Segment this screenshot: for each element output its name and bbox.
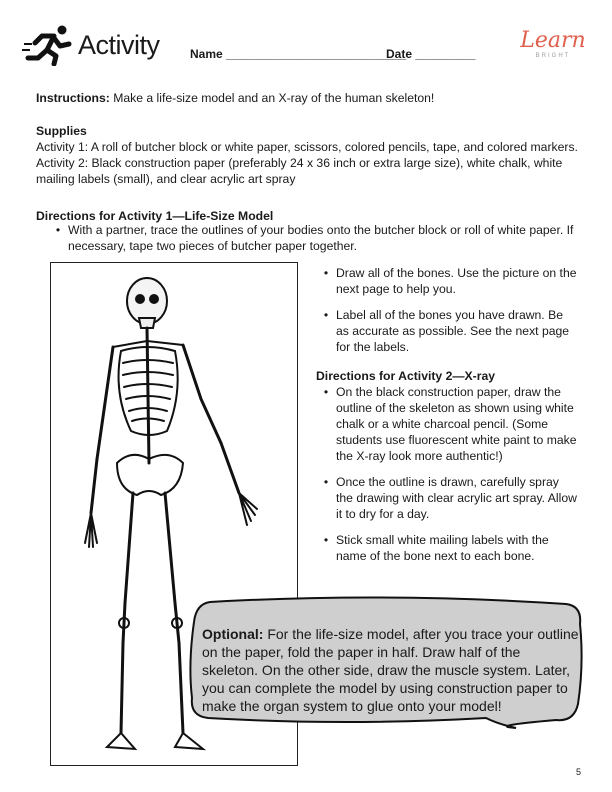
name-field[interactable]: Name ___________________________ xyxy=(190,47,407,61)
bullet-dot-icon: • xyxy=(323,475,329,489)
list-item xyxy=(316,384,578,464)
running-person-icon xyxy=(22,24,74,66)
list-item xyxy=(48,222,578,254)
instructions-label: Instructions: xyxy=(36,91,110,105)
bullet-dot-icon: • xyxy=(323,533,329,547)
date-field[interactable]: Date _________ xyxy=(386,47,476,61)
instructions xyxy=(36,90,576,106)
supplies-line-1: Activity 1: A roll of butcher block or white paper, scissors, colored pencils, tape, and colored markers. xyxy=(36,140,578,154)
list-item-text: Label all of the bones you have drawn. Be as accurate as possible. See the next page for the labels. xyxy=(336,308,570,354)
list-item-text: Draw all of the bones. Use the picture on the next page to help you. xyxy=(336,266,577,296)
page-title: Activity xyxy=(78,30,160,60)
page-number: 5 xyxy=(576,767,582,777)
supplies-line-2: Activity 2: Black construction paper (preferably 24 x 36 inch or extra large size), white chalk, white mailing labels (small), and clear acrylic art spray xyxy=(36,156,563,186)
bullet-dot-icon: • xyxy=(323,385,329,399)
list-item-text: Once the outline is drawn, carefully spray the drawing with clear acrylic art spray. Allow it to dry for a day. xyxy=(336,475,577,521)
directions-1-list xyxy=(316,265,578,365)
optional-text: For the life-size model, after you trace your outline on the paper, fold the paper in half. Draw half of the skeleton. On the other side, draw the muscle system. Later, you can complete the model by using construction paper to make the organ system to glue onto your model! xyxy=(202,626,579,714)
logo-subtext: BRIGHT xyxy=(535,53,571,59)
list-item-text: With a partner, trace the outlines of your bodies onto the butcher block or roll of white paper. If necessary, tape two pieces of butcher paper together. xyxy=(68,223,574,253)
bullet-dot-icon: • xyxy=(55,223,61,237)
optional-note xyxy=(202,625,580,715)
bullet-dot-icon: • xyxy=(323,266,329,280)
list-item xyxy=(316,307,578,355)
supplies-heading: Supplies xyxy=(36,124,87,138)
directions-1-heading: Directions for Activity 1—Life-Size Model xyxy=(36,209,274,223)
list-item-text: On the black construction paper, draw the outline of the skeleton as shown using white chalk or a white charcoal pencil. (Some students use fluorescent white paint to make the X-ray look more authentic!) xyxy=(336,385,577,463)
logo-text: Learn xyxy=(520,28,586,53)
list-item xyxy=(316,265,578,297)
list-item xyxy=(316,532,578,564)
directions-2-list xyxy=(316,384,578,574)
list-item xyxy=(316,474,578,522)
list-item-text: Stick small white mailing labels with the name of the bone next to each bone. xyxy=(336,533,549,563)
learn-bright-logo xyxy=(518,30,588,59)
instructions-text: Make a life-size model and an X-ray of the human skeleton! xyxy=(109,91,435,105)
directions-2-heading: Directions for Activity 2—X-ray xyxy=(316,369,496,383)
optional-label: Optional: xyxy=(202,626,264,642)
bullet-dot-icon: • xyxy=(323,308,329,322)
